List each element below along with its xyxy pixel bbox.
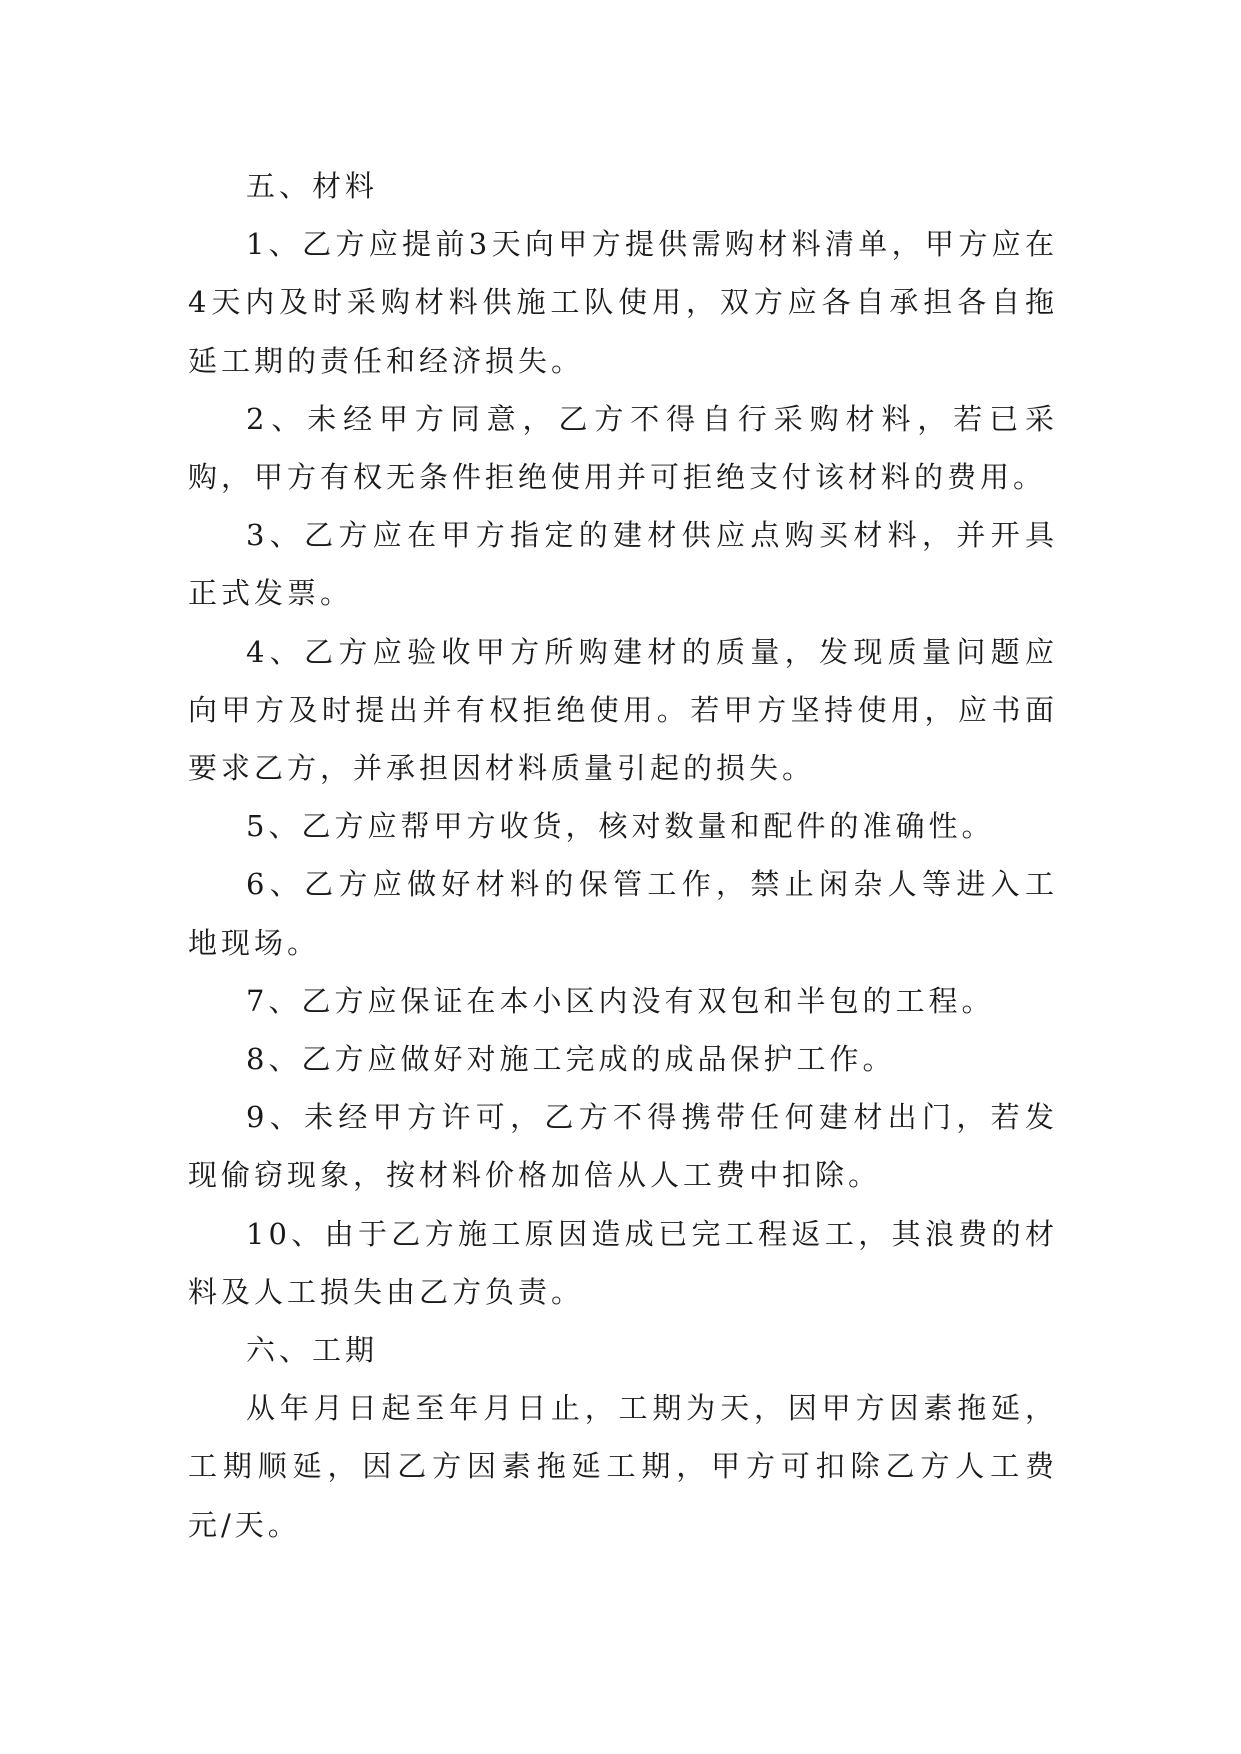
clause-2: 2、未经甲方同意，乙方不得自行采购材料，若已采购，甲方有权无条件拒绝使用并可拒绝支付该材料的费用。 bbox=[188, 401, 1058, 495]
document-body bbox=[188, 157, 1058, 1554]
schedule-clause: 从年月日起至年月日止，工期为天，因甲方因素拖延，工期顺延，因乙方因素拖延工期，甲方可扣除乙方人工费元/天。 bbox=[188, 1391, 1058, 1542]
clause-6: 6、乙方应做好材料的保管工作，禁止闲杂人等进入工地现场。 bbox=[188, 867, 1058, 960]
clause-1: 1、乙方应提前3天向甲方提供需购材料清单，甲方应在4天内及时采购材料供施工队使用，双方应各自承担各自拖延工期的责任和经济损失。 bbox=[188, 227, 1058, 378]
clause-4: 4、乙方应验收甲方所购建材的质量，发现质量问题应向甲方及时提出并有权拒绝使用。若甲方坚持使用，应书面要求乙方，并承担因材料质量引起的损失。 bbox=[188, 634, 1058, 786]
clause-3: 3、乙方应在甲方指定的建材供应点购买材料，并开具正式发票。 bbox=[188, 518, 1058, 611]
clause-7: 7、乙方应保证在本小区内没有双包和半包的工程。 bbox=[246, 983, 995, 1018]
section-heading-materials: 五、材料 bbox=[246, 169, 379, 203]
clause-5: 5、乙方应帮甲方收货，核对数量和配件的准确性。 bbox=[246, 809, 995, 844]
clause-9: 9、未经甲方许可，乙方不得携带任何建材出门，若发现偷窃现象，按材料价格加倍从人工费中扣除。 bbox=[188, 1100, 1058, 1193]
section-heading-schedule: 六、工期 bbox=[246, 1333, 379, 1368]
clause-8: 8、乙方应做好对施工完成的成品保护工作。 bbox=[246, 1042, 896, 1077]
clause-10: 10、由于乙方施工原因造成已完工程返工，其浪费的材料及人工损失由乙方负责。 bbox=[188, 1216, 1058, 1309]
